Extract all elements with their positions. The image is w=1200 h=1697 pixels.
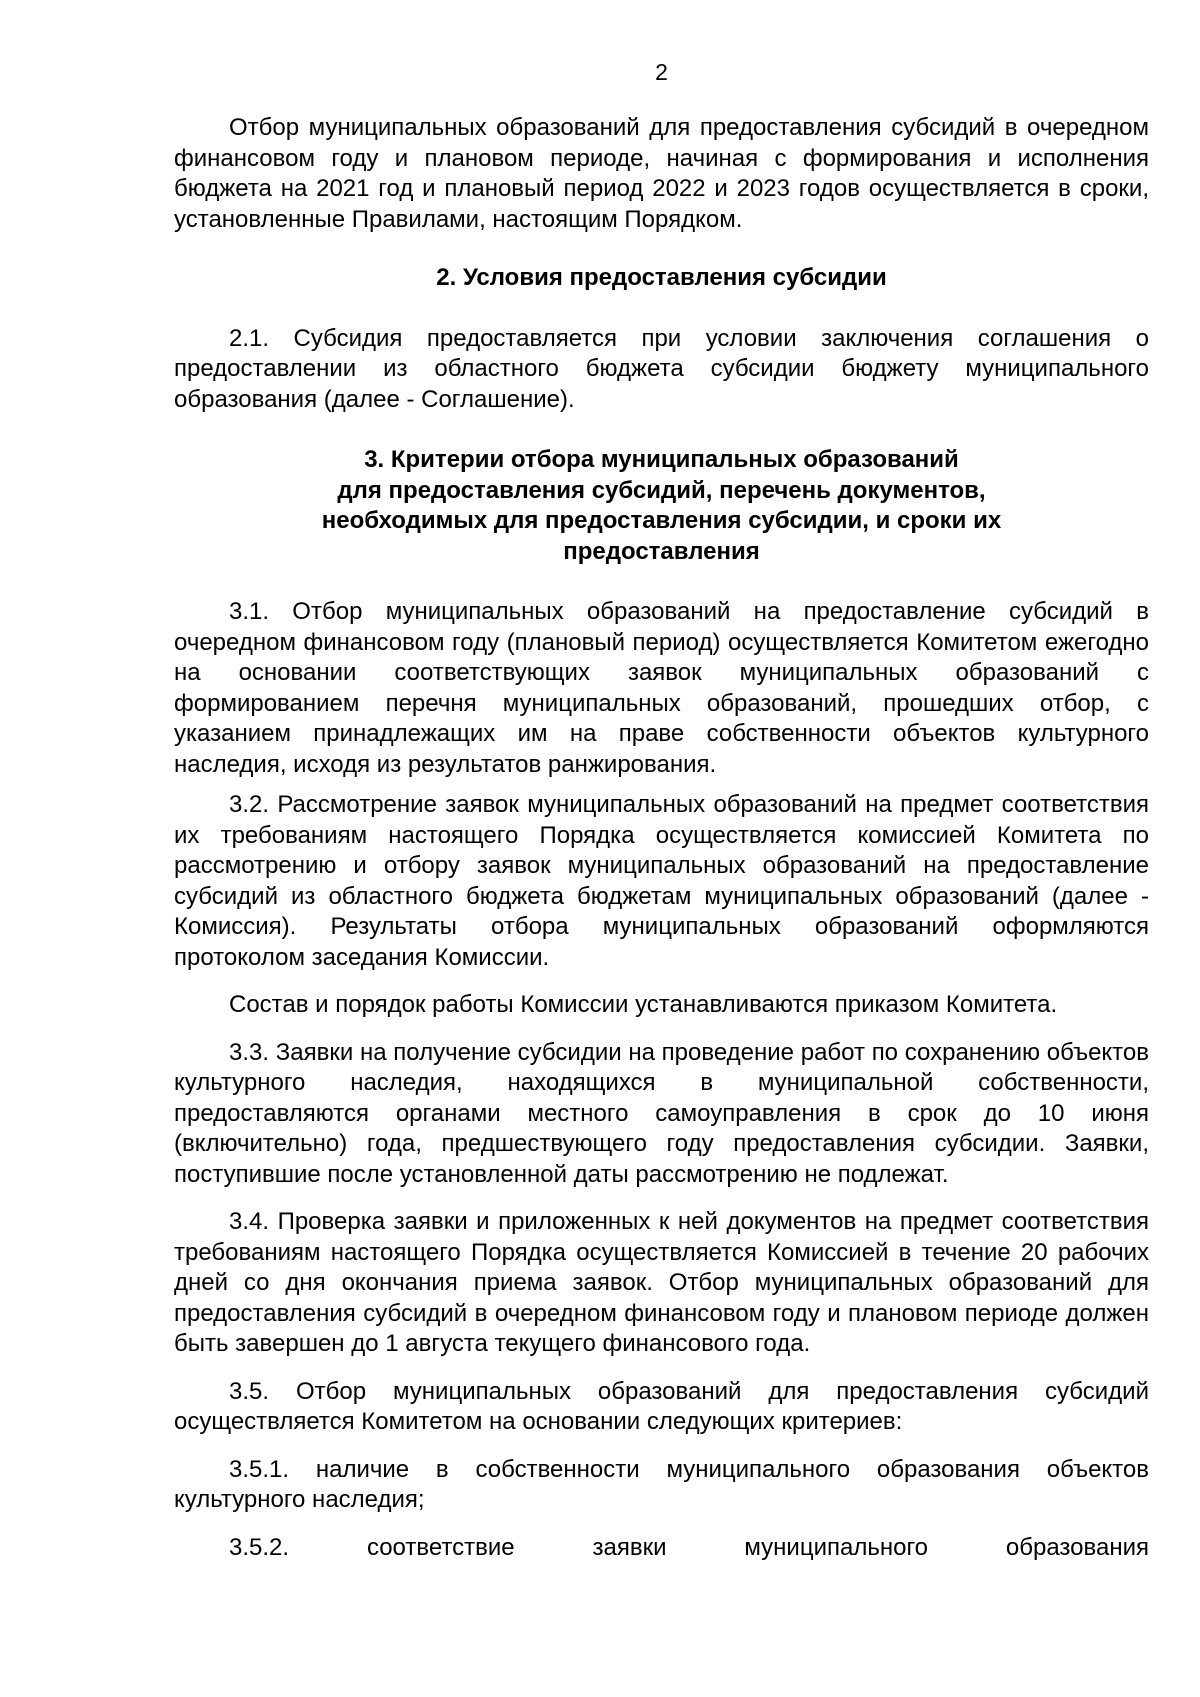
section-3-heading: [174, 445, 1149, 567]
paragraph-2-1: 2.1. Субсидия предоставляется при условии заключения соглашения о предоставлении из областного бюджета субсидии бюджету муниципального образования (далее - Соглашение).: [174, 324, 1149, 413]
paragraph-3-4: 3.4. Проверка заявки и приложенных к ней документов на предмет соответствия требованиям настоящего Порядка осуществляется Комиссией в течение 20 рабочих дней со дня окончания приема заявок. Отбор муниципальных образований для предоставления субсидий в очередном финансовом году и плановом периоде должен быть завершен до 1 августа текущего финансового года.: [174, 1208, 1149, 1357]
paragraph-3-5-2: 3.5.2. соответствие заявки муниципального образования: [229, 1533, 1149, 1561]
paragraph-3-5-1: 3.5.1. наличие в собственности муниципального образования объектов культурного наследия;: [174, 1455, 1149, 1513]
paragraph-3-5: 3.5. Отбор муниципальных образований для предоставления субсидий осуществляется Комитетом на основании следующих критериев:: [174, 1377, 1149, 1435]
intro-paragraph: Отбор муниципальных образований для предоставления субсидий в очередном финансовом году и плановом периоде, начиная с формирования и исполнения бюджета на 2021 год и плановый период 2022 и 2023 годов осуществляется в сроки, установленные Правилами, настоящим Порядком.: [174, 114, 1149, 233]
paragraph-3-1: 3.1. Отбор муниципальных образований на предоставление субсидий в очередном финансовом году (плановый период) осуществляется Комитетом ежегодно на основании соответствующих заявок муниципальных образований с формированием перечня муниципальных образований, прошедших отбор, с указанием принадлежащих им на праве собственности объектов культурного наследия, исходя из результатов ранжирования.: [174, 598, 1149, 778]
section-3-heading-line: 3. Критерии отбора муниципальных образований: [364, 446, 959, 473]
paragraph-3-2: 3.2. Рассмотрение заявок муниципальных образований на предмет соответствия их требованиям настоящего Порядка осуществляется комиссией Комитета по рассмотрению и отбору заявок муниципальных образований на предоставление субсидий из областного бюджета бюджетам муниципальных образований (далее - Комиссия). Результаты отбора муниципальных образований оформляются протоколом заседания Комиссии.: [174, 791, 1149, 971]
section-3-heading-line: предоставления: [563, 537, 760, 565]
section-3-heading-line: необходимых для предоставления субсидии, и сроки их: [321, 507, 1002, 534]
document-body: [174, 113, 1149, 1563]
section-3-heading-line: для предоставления субсидий, перечень документов,: [337, 476, 986, 504]
paragraph-3-3: 3.3. Заявки на получение субсидии на проведение работ по сохранению объектов культурного наследия, находящихся в муниципальной собственности, предоставляются органами местного самоуправления в срок до 10 июня (включительно) года, предшествующего году предоставления субсидии. Заявки, поступившие после установленной даты рассмотрению не подлежат.: [174, 1038, 1149, 1188]
page-number: 2: [655, 59, 668, 85]
section-2-heading: 2. Условия предоставления субсидии: [436, 264, 887, 291]
paragraph-commission: Состав и порядок работы Комиссии устанавливаются приказом Комитета.: [229, 991, 1058, 1018]
